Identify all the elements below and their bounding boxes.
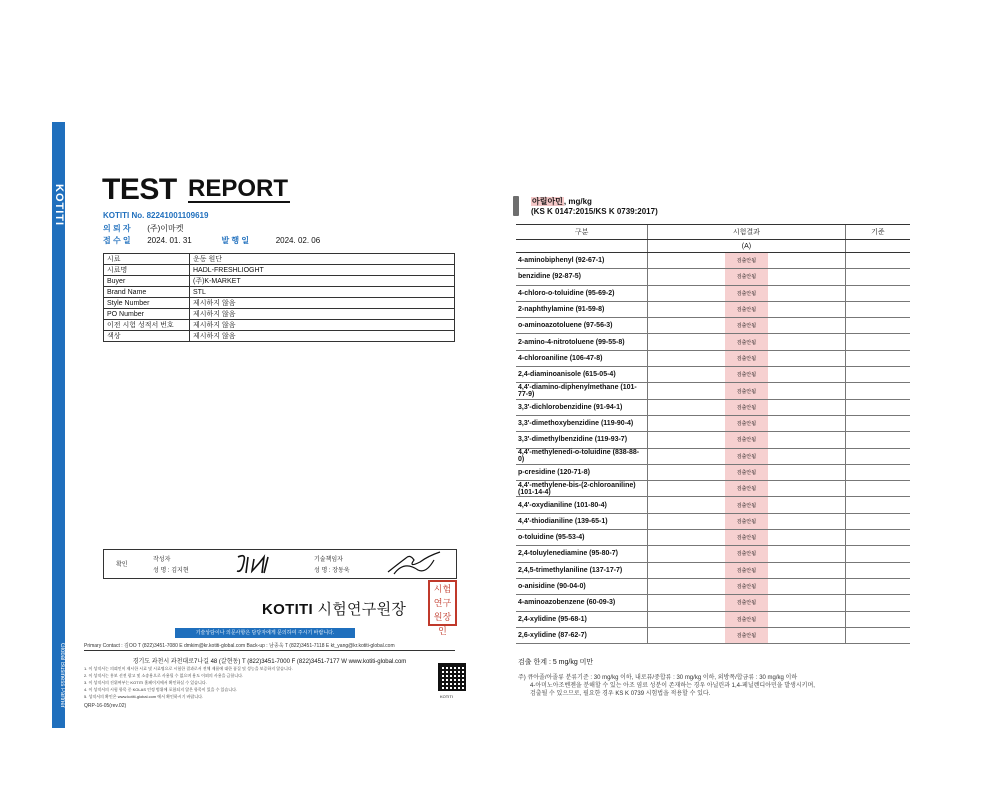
result-value: 검출안됨 [725,481,768,497]
organization-name [262,598,406,619]
criteria-cell [845,253,910,269]
header-result: 시험결과 [648,225,845,240]
qr-label: KOTITI [440,694,453,699]
criteria-cell [845,497,910,513]
substance-name: 2,4,5-trimethylaniline (137-17-7) [516,562,648,578]
report-note: 1. 이 성적서는 의뢰인이 제시한 시료 및 시료명으로 시험한 결과로서 전체 제품에 대한 품질 및 성능을 보증하지 않습니다. [84,666,293,671]
sample-info-row [104,331,455,342]
writer-signature [234,551,282,577]
result-value: 검출안됨 [725,285,768,301]
table-row [516,481,910,497]
result-value: 검출안됨 [725,399,768,415]
client-label: 의 뢰 자 [103,224,131,233]
result-value: 검출안됨 [725,578,768,594]
sample-info-label: PO Number [104,309,190,320]
approver-name: 성 명 : 장동욱 [314,568,350,574]
confirm-label: 확인 [116,562,128,568]
criteria-cell [845,367,910,383]
sample-info-label: 시료명 [104,265,190,276]
address-line: 경기도 과천시 과천대로7나길 48 (갈현동) T (822)3451-7000 F (822)3451-7177 W www.kotiti-global.com [132,659,407,665]
table-row [516,285,910,301]
substance-name: 4-aminobiphenyl (92-67-1) [516,253,648,269]
result-value: 검출안됨 [725,464,768,480]
substance-name: p-cresidine (120-71-8) [516,464,648,480]
sample-info-row [104,276,455,287]
result-value: 검출안됨 [725,367,768,383]
header-criteria: 기준 [845,225,910,240]
criteria-cell [845,269,910,285]
table-row [516,464,910,480]
sample-column-label: (A) [648,240,845,253]
report-note: 3. 이 성적서의 진위여부는 KOTITI 홈페이지에서 확인하실 수 있습니다. [84,680,207,685]
table-row [516,546,910,562]
criteria-cell [845,415,910,431]
table-row [516,627,910,643]
criteria-cell [845,448,910,464]
substance-name: 2-naphthylamine (91-59-8) [516,301,648,317]
report-note: 4. 이 성적서의 시험 항목 중 KOLAS 인정 범위에 포함되지 않은 항목이 있을 수 있습니다. [84,687,238,692]
table-row [516,513,910,529]
result-value: 검출안됨 [725,627,768,643]
side-brand-logo: KOTITI [53,183,65,227]
arylamine-results-table [516,224,910,644]
criteria-cell [845,399,910,415]
sample-info-value: (주)K-MARKET [190,276,455,287]
table-row [516,253,910,269]
results-note: 검출될 수 있으므로, 필요한 경우 KS K 0739 시험법을 적용할 수 있다. [530,691,711,697]
substance-name: 4,4'-methylenedi-o-toluidine (838-88-0) [516,448,648,464]
writer-name: 성 명 : 김지현 [153,568,189,574]
client-value: (주)이마켓 [147,224,184,233]
contact-line: Primary Contact : 김OO T (822)3451-7080 E dmkim@kr.kotiti-global.com Back-up : 남종욱 T (822)3451-7118 E kt_yang@kr.kotiti-global.com [84,643,395,649]
table-row [516,432,910,448]
criteria-cell [845,301,910,317]
table-row [516,562,910,578]
sample-info-row [104,320,455,331]
substance-name: 4,4'-diamino-diphenylmethane (101-77-9) [516,383,648,399]
result-value: 검출안됨 [725,269,768,285]
result-value: 검출안됨 [725,562,768,578]
criteria-cell [845,611,910,627]
report-number-label: KOTITI No. [103,211,145,220]
table-row [516,350,910,366]
criteria-cell [845,285,910,301]
report-title-report: REPORT [188,175,289,202]
header-category: 구분 [516,225,648,240]
criteria-cell [845,383,910,399]
table-row [516,497,910,513]
table-row [516,269,910,285]
report-title-test: TEST [102,173,177,206]
inquiry-banner: 기술상담이나 의문사항은 담당자에게 문의하여 주시기 바랍니다. [175,628,355,638]
sample-info-row [104,265,455,276]
sample-info-label: 시료 [104,254,190,265]
result-value: 검출안됨 [725,415,768,431]
sample-info-table [103,253,455,342]
table-row [516,334,910,350]
table-row [516,578,910,594]
result-value: 검출안됨 [725,301,768,317]
substance-name: 4-chloro-o-toluidine (95-69-2) [516,285,648,301]
substance-name: 2,4-toluylenediamine (95-80-7) [516,546,648,562]
sample-info-row [104,254,455,265]
criteria-cell [845,318,910,334]
result-value: 검출안됨 [725,530,768,546]
sample-info-row [104,309,455,320]
sample-info-label: 이전 시험 성적서 번호 [104,320,190,331]
result-value: 검출안됨 [725,513,768,529]
criteria-cell [845,464,910,480]
qr-code [438,663,466,691]
result-value: 검출안됨 [725,595,768,611]
writer-label: 작성자 [153,557,171,563]
substance-name: 2,4-diaminoanisole (615-05-4) [516,367,648,383]
table-row [516,367,910,383]
criteria-cell [845,595,910,611]
organization-name-en: KOTITI [262,601,313,618]
table-row [516,611,910,627]
criteria-cell [845,513,910,529]
substance-name: 3,3'-dichlorobenzidine (91-94-1) [516,399,648,415]
sample-info-value: STL [190,287,455,298]
substance-name: 4-aminoazobenzene (60-09-3) [516,595,648,611]
side-brand-tagline: Global Business Partner [59,642,65,708]
result-value: 검출안됨 [725,318,768,334]
test-standard: (KS K 0147:2015/KS K 0739:2017) [531,207,658,216]
result-value: 검출안됨 [725,546,768,562]
client-row [103,223,183,234]
report-note: 2. 이 성적서는 홍보 선전 광고 및 소송용으로 사용될 수 없으며 용도 이외의 사용을 금합니다. [84,673,244,678]
section-title-unit: , mg/kg [563,197,592,206]
substance-name: 2,4-xylidine (95-68-1) [516,611,648,627]
form-code: QRP-16-05(rev.02) [84,703,127,709]
table-row [516,301,910,317]
result-value: 검출안됨 [725,334,768,350]
sample-info-value: 제시하지 않음 [190,331,455,342]
detection-limit: 검출 한계 : 5 mg/kg 미만 [518,659,594,666]
criteria-cell [845,546,910,562]
substance-name: 2,6-xylidine (87-62-7) [516,627,648,643]
result-value: 검출안됨 [725,383,768,399]
sample-info-row [104,287,455,298]
sample-info-row [104,298,455,309]
results-note: 4-아미노아조벤젠을 분해할 수 있는 아조 염료 성분이 존재하는 경우 아닐린과 1,4-페닐렌디아민을 발생시키며, [530,683,815,689]
signature-box [103,549,457,579]
result-value: 검출안됨 [725,432,768,448]
substance-name: 2-amino-4-nitrotoluene (99-55-8) [516,334,648,350]
report-note: 5. 성적서의 확인은 www.kotiti-global.com 에서 확인하시기 바랍니다. [84,694,204,699]
criteria-cell [845,350,910,366]
received-date: 2024. 01. 31 [147,236,192,245]
substance-name: o-toluidine (95-53-4) [516,530,648,546]
issued-label: 발 행 일 [221,236,250,245]
sample-info-value: 운동 원단 [190,254,455,265]
section-marker [513,196,519,216]
sample-info-value: 제시하지 않음 [190,320,455,331]
substance-name: 4,4'-oxydianiline (101-80-4) [516,497,648,513]
criteria-cell [845,627,910,643]
table-row [516,595,910,611]
sample-info-label: Buyer [104,276,190,287]
table-row [516,415,910,431]
table-row [516,399,910,415]
substance-name: 4,4'-thiodianiline (139-65-1) [516,513,648,529]
sample-info-value: 제시하지 않음 [190,309,455,320]
result-value: 검출안됨 [725,350,768,366]
organization-name-ko: 시험연구원장 [317,601,407,618]
official-seal: 시험연구원장인 [428,580,457,626]
report-number-row [103,211,208,220]
sample-info-label: Brand Name [104,287,190,298]
result-value: 검출안됨 [725,497,768,513]
report-number: 82241001109619 [146,211,209,220]
section-title-highlight: 아릴아민 [532,197,563,206]
substance-name: 3,3'-dimethoxybenzidine (119-90-4) [516,415,648,431]
received-label: 접 수 일 [103,236,131,245]
issued-date: 2024. 02. 06 [275,236,321,245]
dates-row [103,235,320,246]
substance-name: benzidine (92-87-5) [516,269,648,285]
results-note: 주) 큐아졸/아졸류 분류기준 : 30 mg/kg 이하, 내로퓨/중합류 : 30 mg/kg 이하, 외방폭/합금류 : 30 mg/kg 이하 [518,675,798,681]
criteria-cell [845,432,910,448]
section-title [531,196,592,207]
criteria-cell [845,578,910,594]
approver-signature [384,550,444,577]
substance-name: 4-chloroaniline (106-47-8) [516,350,648,366]
result-value: 검출안됨 [725,611,768,627]
sample-info-label: Style Number [104,298,190,309]
substance-name: o-anisidine (90-04-0) [516,578,648,594]
table-row [516,530,910,546]
table-row [516,383,910,399]
substance-name: 4,4'-methylene-bis-(2-chloroaniline) (101-14-4) [516,481,648,497]
criteria-cell [845,334,910,350]
result-value: 검출안됨 [725,253,768,269]
table-row [516,448,910,464]
substance-name: o-aminoazotoluene (97-56-3) [516,318,648,334]
sample-info-value: 제시하지 않음 [190,298,455,309]
table-row [516,318,910,334]
divider [84,650,455,651]
substance-name: 3,3'-dimethylbenzidine (119-93-7) [516,432,648,448]
criteria-cell [845,562,910,578]
sample-info-value: HADL-FRESHLIOGHT [190,265,455,276]
criteria-cell [845,481,910,497]
result-value: 검출안됨 [725,448,768,464]
sample-info-label: 색상 [104,331,190,342]
criteria-cell [845,530,910,546]
approver-label: 기술책임자 [314,557,343,563]
